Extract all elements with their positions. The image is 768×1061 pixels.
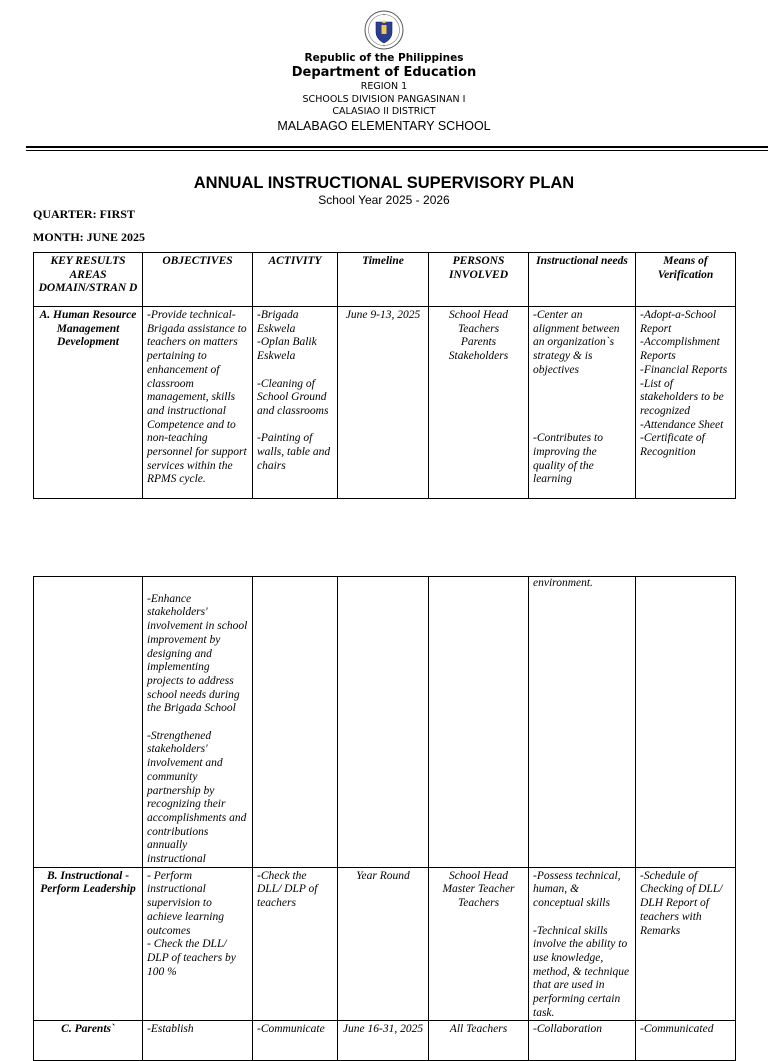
kra-cell: B. Instructional - Perform Leadership <box>34 867 143 1021</box>
header-division: SCHOOLS DIVISION PANGASINAN I <box>302 94 466 105</box>
table-row <box>34 577 736 868</box>
kra-cell: C. Parents` <box>34 1021 143 1061</box>
timeline-cell: Year Round <box>338 867 429 1021</box>
quarter-label: QUARTER: FIRST <box>33 207 135 221</box>
person-item: Master Teacher <box>442 883 515 896</box>
objectives-cell <box>143 867 253 1021</box>
persons-cell: All Teachers <box>429 1021 529 1061</box>
table-row <box>34 1021 736 1061</box>
activity-cell: -Check the DLL/ DLP of teachers <box>253 867 338 1021</box>
header-needs: Instructional needs <box>529 253 636 307</box>
mov-item: -Certificate of Recognition <box>640 432 705 459</box>
header-divider <box>26 146 768 148</box>
person-item: School Head <box>448 309 509 321</box>
document-title: ANNUAL INSTRUCTIONAL SUPERVISORY PLAN <box>193 174 575 192</box>
objective-item: - Perform instructional supervision to achieve learning outcomes <box>147 869 224 937</box>
header-republic: Republic of the Philippines <box>304 52 464 64</box>
header-kra: KEY RESULTS AREAS DOMAIN/STRAN D <box>34 253 143 307</box>
month-label: MONTH: JUNE 2025 <box>33 230 145 244</box>
activity-cell: -Communicate <box>253 1021 338 1061</box>
activity-cell <box>253 307 338 499</box>
objectives-cell: -Establish <box>143 1021 253 1061</box>
person-item: Parents <box>460 336 497 349</box>
kra-cell: A. Human Resource Management Development <box>34 307 143 499</box>
person-item: Teachers <box>457 897 500 910</box>
mov-item: -List of stakeholders to be recognized <box>640 377 724 417</box>
activity-item: -Painting of walls, table and chairs <box>257 432 331 472</box>
supervisory-plan-table <box>33 252 736 499</box>
timeline-cell <box>338 577 429 868</box>
table-row <box>34 867 736 1021</box>
needs-item: -Possess technical, human, & conceptual skills <box>533 869 621 910</box>
objectives-cell: -Provide technical-Brigada assistance to teachers on matters pertaining to enhancement of classroom management, skills and instructional Competence and to non-teaching personnel for support services within the RPMS cycle. <box>143 307 253 499</box>
header-department: Department of Education <box>291 65 477 80</box>
person-item: Stakeholders <box>448 350 509 363</box>
persons-cell <box>429 577 529 868</box>
objective-item: - Check the DLL/ DLP of teachers by 100 % <box>147 938 236 978</box>
activity-item: -Brigada Eskwela <box>257 309 299 335</box>
needs-cell <box>529 867 636 1021</box>
header-activity: ACTIVITY <box>253 253 338 307</box>
mov-item: -Financial Reports <box>640 363 728 376</box>
needs-cell: environment. <box>529 577 636 868</box>
header-divider-thin <box>26 150 768 151</box>
header-district: CALASIAO II DISTRICT <box>332 106 436 117</box>
persons-cell <box>429 867 529 1021</box>
mov-item: -Accomplishment Reports <box>640 336 720 363</box>
mov-cell <box>636 577 736 868</box>
person-item: School Head <box>448 869 509 882</box>
needs-item: -Center an alignment between an organization`s strategy & is objectives <box>533 309 620 376</box>
header-school: MALABAGO ELEMENTARY SCHOOL <box>277 119 491 133</box>
kra-cell <box>34 577 143 868</box>
person-item: Teachers <box>457 322 500 335</box>
mov-cell: -Schedule of Checking of DLL/ DLH Report of teachers with Remarks <box>636 867 736 1021</box>
header-objectives: OBJECTIVES <box>143 253 253 307</box>
mov-item: -Adopt-a-School Report <box>640 309 717 335</box>
table-header-row <box>34 253 736 307</box>
mov-cell <box>636 307 736 499</box>
table-row <box>34 307 736 499</box>
header-persons: PERSONS INVOLVED <box>429 253 529 307</box>
needs-cell: -Collaboration <box>529 1021 636 1061</box>
school-year: School Year 2025 - 2026 <box>318 193 450 207</box>
persons-cell <box>429 307 529 499</box>
activity-cell <box>253 577 338 868</box>
needs-cell <box>529 307 636 499</box>
activity-item: -Oplan Balik Eskwela <box>257 336 317 363</box>
objectives-cell <box>143 577 253 868</box>
deped-seal-icon <box>364 10 404 50</box>
activity-item: -Cleaning of School Ground and classrooms <box>257 377 329 417</box>
header-timeline: Timeline <box>338 253 429 307</box>
timeline-cell: June 16-31, 2025 <box>338 1021 429 1061</box>
objective-item: -Enhance stakeholders' involvement in school improvement by designing and implementing projects to address school needs during the Brigada School <box>147 592 248 715</box>
header-region: REGION 1 <box>360 81 408 92</box>
header-mov: Means of Verification <box>636 253 736 307</box>
mov-item: -Attendance Sheet <box>640 418 724 431</box>
needs-item: -Contributes to improving the quality of the learning <box>533 432 603 486</box>
mov-cell: -Communicated <box>636 1021 736 1061</box>
needs-item: -Technical skills involve the ability to use knowledge, method, & technique that are used in performing certain task. <box>533 924 630 1019</box>
supervisory-plan-table-continued <box>33 576 736 1061</box>
timeline-cell: June 9-13, 2025 <box>338 307 429 499</box>
objective-item: -Strengthened stakeholders' involvement and community partnership by recognizing their accomplishments and contributions annually instructional <box>147 729 247 866</box>
